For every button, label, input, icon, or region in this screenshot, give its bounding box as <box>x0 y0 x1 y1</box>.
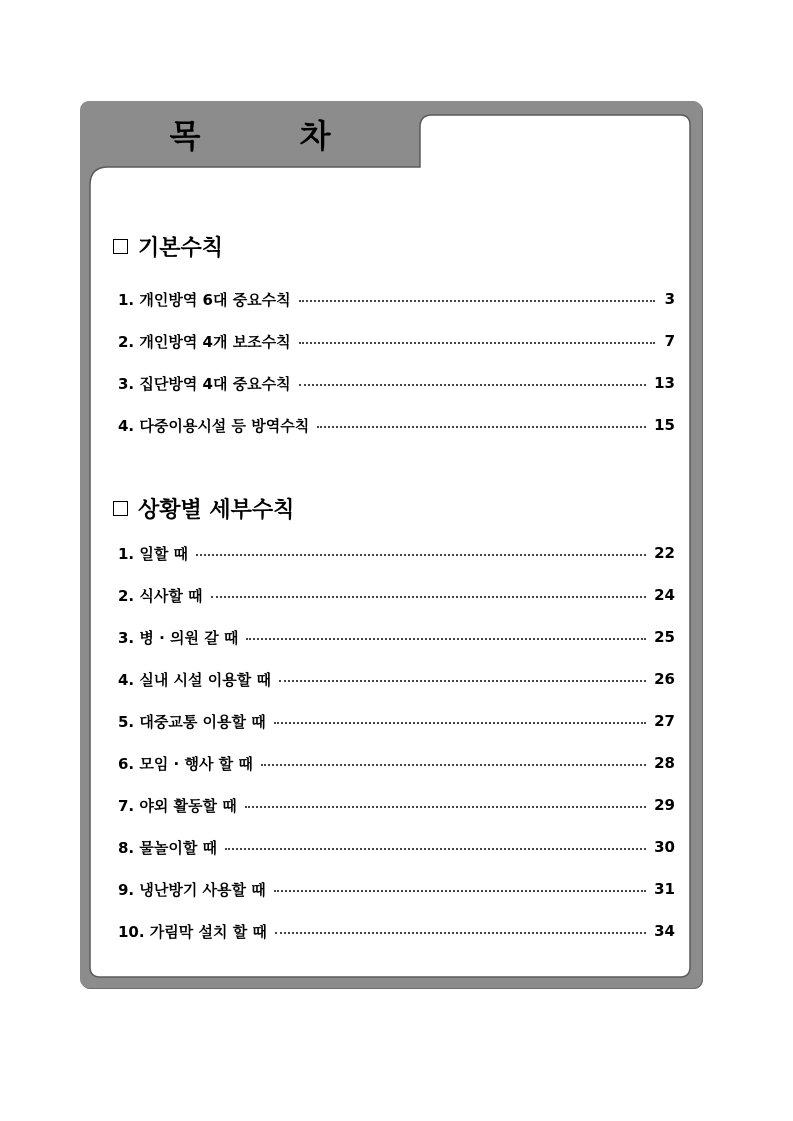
toc-entry-page: 24 <box>654 586 675 604</box>
section-heading-label: 상황별 세부수칙 <box>138 498 295 523</box>
toc-entry-label: 10. 가림막 설치 할 때 <box>118 922 267 941</box>
dot-leader <box>274 890 646 892</box>
toc-entry-page: 30 <box>654 838 675 856</box>
dot-leader <box>246 638 646 640</box>
toc-entry[interactable] <box>118 413 675 437</box>
dot-leader <box>261 764 646 766</box>
toc-entry-page: 27 <box>654 712 675 730</box>
dot-leader <box>225 848 646 850</box>
toc-entry-label: 3. 병 · 의원 갈 때 <box>118 628 239 647</box>
checkbox-icon <box>113 239 128 254</box>
section-heading-label: 기본수칙 <box>138 236 224 261</box>
dot-leader <box>299 300 655 302</box>
toc-entry-label: 9. 냉난방기 사용할 때 <box>118 880 266 899</box>
dot-leader <box>275 932 646 934</box>
toc-entry[interactable] <box>118 793 675 817</box>
toc-entry-page: 22 <box>654 544 675 562</box>
checkbox-icon <box>113 501 128 516</box>
section-heading-basic <box>113 231 223 262</box>
dot-leader <box>211 596 647 598</box>
dot-leader <box>279 680 646 682</box>
toc-entry-label: 2. 식사할 때 <box>118 586 203 605</box>
toc-entry-page: 7 <box>664 332 675 350</box>
dot-leader <box>274 722 646 724</box>
dot-leader <box>196 554 646 556</box>
toc-entry-page: 26 <box>654 670 675 688</box>
toc-entry-page: 25 <box>654 628 675 646</box>
toc-entry[interactable] <box>118 583 675 607</box>
toc-entry-page: 29 <box>654 796 675 814</box>
page-title: 목 차 <box>169 117 375 155</box>
dot-leader <box>299 342 655 344</box>
toc-entry-page: 31 <box>654 880 675 898</box>
toc-entry-label: 8. 물놀이할 때 <box>118 838 218 857</box>
toc-entry[interactable] <box>118 667 675 691</box>
toc-entry-label: 1. 일할 때 <box>118 544 189 563</box>
toc-entry[interactable] <box>118 287 675 311</box>
toc-entry-page: 28 <box>654 754 675 772</box>
toc-entry-label: 2. 개인방역 4개 보조수칙 <box>118 332 291 351</box>
toc-entry[interactable] <box>118 709 675 733</box>
dot-leader <box>299 384 646 386</box>
dot-leader <box>317 426 646 428</box>
section-heading-situational <box>113 493 294 524</box>
toc-entry-page: 15 <box>654 416 675 434</box>
toc-entry-page: 13 <box>654 374 675 392</box>
toc-entry-label: 4. 다중이용시설 등 방역수칙 <box>118 416 310 435</box>
toc-entry-page: 3 <box>664 290 675 308</box>
toc-entry-label: 4. 실내 시설 이용할 때 <box>118 670 271 689</box>
toc-entry-label: 6. 모임 · 행사 할 때 <box>118 754 253 773</box>
toc-entry-page: 34 <box>654 922 675 940</box>
toc-entry[interactable] <box>118 541 675 565</box>
toc-entry[interactable] <box>118 919 675 943</box>
toc-entry-label: 1. 개인방역 6대 중요수칙 <box>118 290 291 309</box>
toc-entry[interactable] <box>118 835 675 859</box>
toc-entry[interactable] <box>118 371 675 395</box>
toc-entry[interactable] <box>118 329 675 353</box>
toc-entry[interactable] <box>118 625 675 649</box>
toc-entry-label: 5. 대중교통 이용할 때 <box>118 712 266 731</box>
dot-leader <box>245 806 646 808</box>
toc-entry-label: 7. 야외 활동할 때 <box>118 796 237 815</box>
toc-entry-label: 3. 집단방역 4대 중요수칙 <box>118 374 291 393</box>
toc-entry[interactable] <box>118 751 675 775</box>
toc-entry[interactable] <box>118 877 675 901</box>
